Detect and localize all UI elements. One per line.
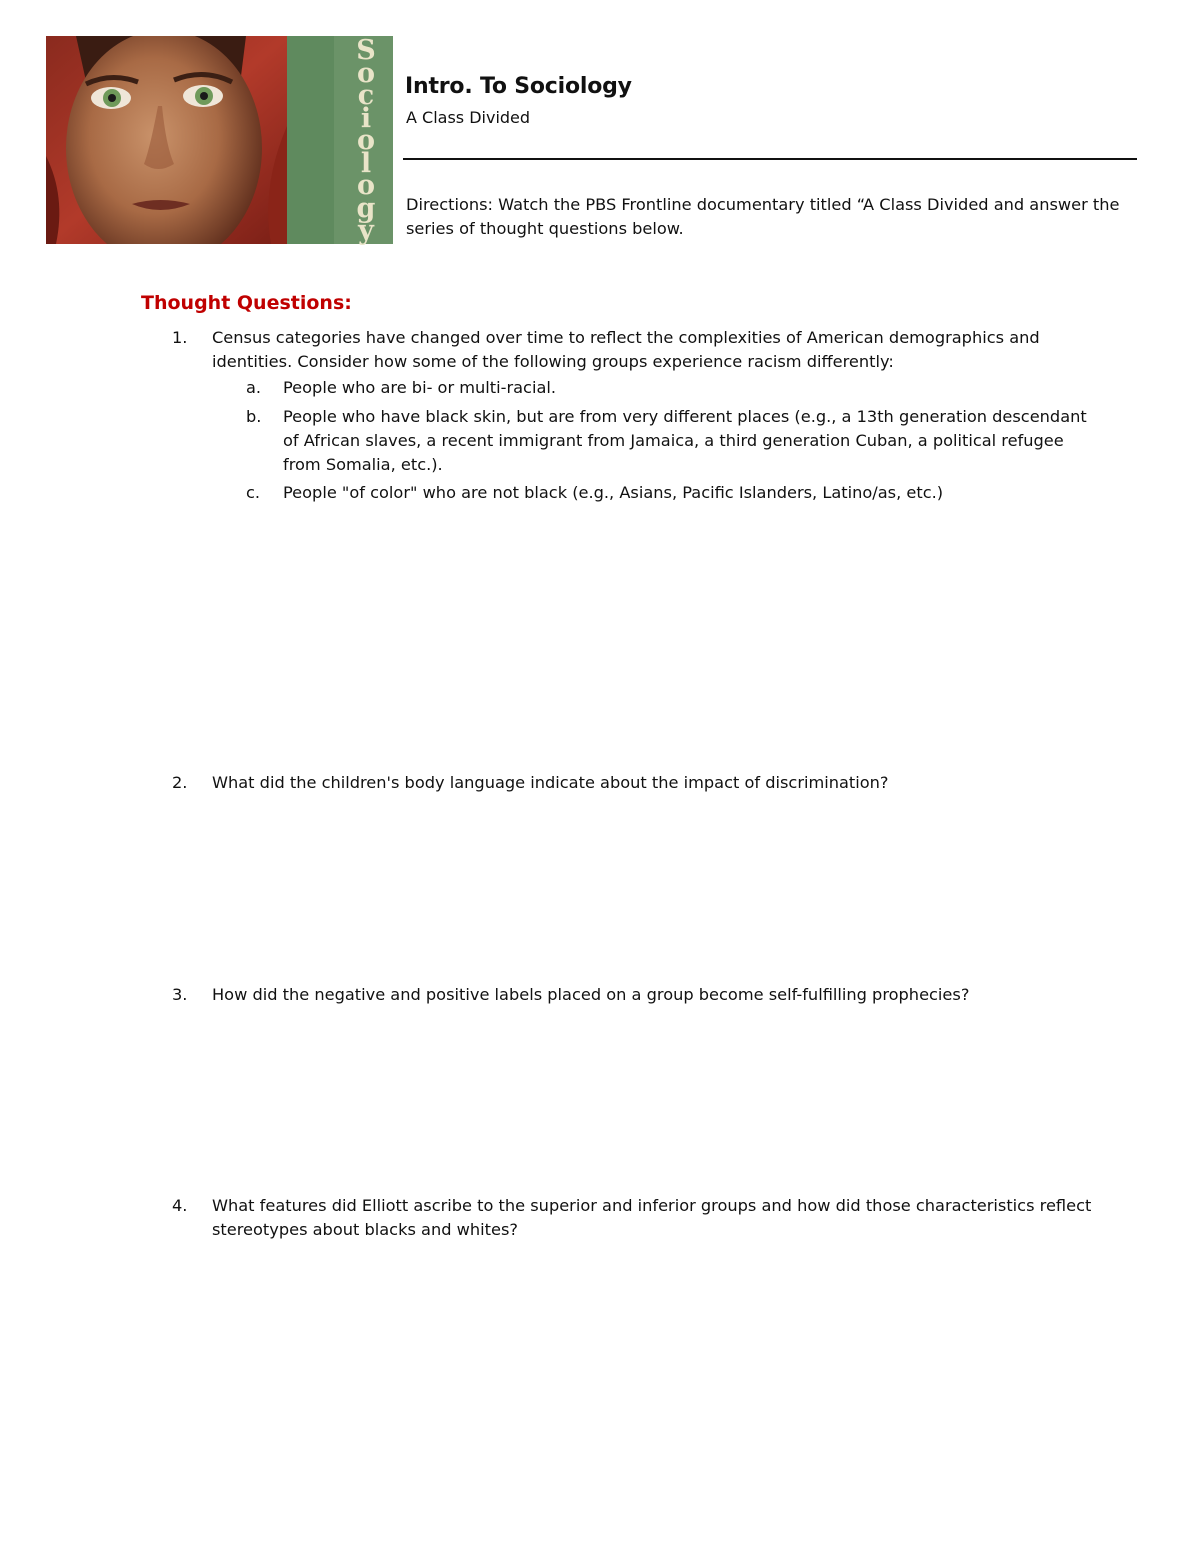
question-number: 4. <box>172 1196 188 1215</box>
course-title: Intro. To Sociology <box>405 74 632 99</box>
subitem-letter: b. <box>246 407 262 426</box>
section-heading: Thought Questions: <box>141 292 352 314</box>
subitem-letter: a. <box>246 378 262 397</box>
question-text: What did the children's body language indicate about the impact of discrimination? <box>212 773 889 792</box>
question-text: How did the negative and positive labels placed on a group become self-fulfilling prophecies? <box>212 985 970 1004</box>
question-text: What features did Elliott ascribe to the superior and inferior groups and how did those characteristics reflect stereotypes about blacks and whites? <box>212 1196 1092 1239</box>
subitem-text: People who have black skin, but are from very different places (e.g., a 13th generation descendant of African slaves, a recent immigrant from Jamaica, a third generation Cuban, a political refugee from Somalia, etc.). <box>283 407 1087 474</box>
subitem-text: People who are bi- or multi-racial. <box>283 378 557 397</box>
directions-text: Directions: Watch the PBS Frontline documentary titled “A Class Divided and answer the series of thought questions below. <box>406 195 1120 238</box>
question-number: 3. <box>172 985 188 1004</box>
subitem-text: People "of color" who are not black (e.g., Asians, Pacific Islanders, Latino/as, etc.) <box>283 483 944 502</box>
banner-lettering: Sociology <box>356 35 376 246</box>
header-divider <box>403 158 1137 160</box>
question-text: Census categories have changed over time to reflect the complexities of American demographics and identities. Consider how some of the following groups experience racism differently: <box>212 328 1040 371</box>
sociology-banner-image <box>46 36 393 244</box>
question-number: 1. <box>172 328 188 347</box>
question-number: 2. <box>172 773 188 792</box>
assignment-subtitle: A Class Divided <box>406 108 531 127</box>
subitem-letter: c. <box>246 483 261 502</box>
